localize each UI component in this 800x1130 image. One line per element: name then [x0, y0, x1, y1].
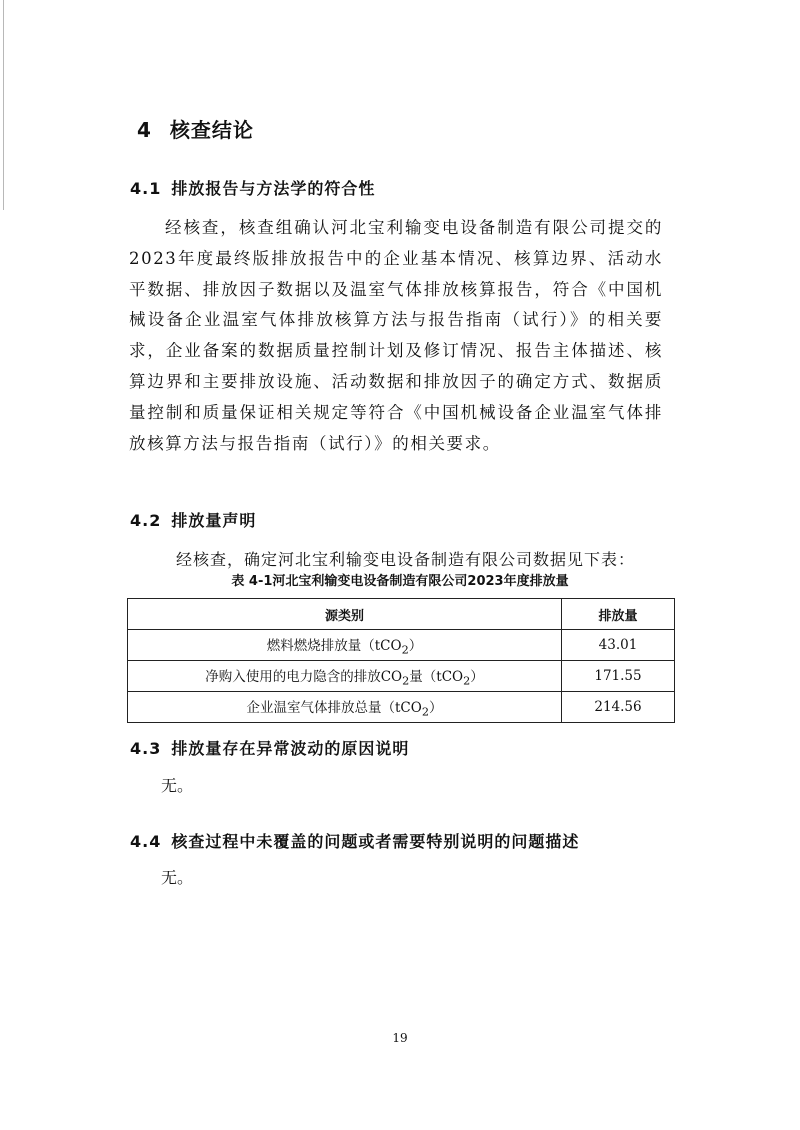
row-value: 214.56	[562, 692, 675, 723]
table-row	[128, 661, 675, 692]
emission-table	[127, 598, 675, 723]
scan-edge-line	[3, 0, 4, 210]
section-number: 4	[137, 118, 152, 142]
row-value: 43.01	[562, 630, 675, 661]
row-label: 企业温室气体排放总量（tCO$_2$）	[128, 692, 562, 723]
page-number: 19	[392, 1031, 408, 1045]
table-caption: 表 4-1河北宝利输变电设备制造有限公司2023年度排放量	[231, 574, 569, 589]
subsection-heading-4-4	[130, 829, 579, 852]
section-4-3-body: 无。	[161, 776, 194, 795]
table-row	[128, 692, 675, 723]
subsection-title: 排放量存在异常波动的原因说明	[171, 739, 410, 758]
subsection-heading-4-2	[130, 508, 256, 531]
subsection-heading-4-3	[130, 736, 409, 759]
subsection-number: 4.1	[130, 179, 162, 198]
subsection-title: 排放报告与方法学的符合性	[171, 179, 376, 198]
row-label: 燃料燃烧排放量（tCO$_2$）	[128, 630, 562, 661]
subsection-number: 4.4	[130, 832, 162, 851]
subsection-number: 4.3	[130, 739, 162, 758]
section-heading	[137, 114, 254, 143]
row-label: 净购入使用的电力隐含的排放$CO_2$量（tCO$_2$）	[128, 661, 562, 692]
conformity-paragraph: 经核查，核查组确认河北宝利输变电设备制造有限公司提交的2023年度最终版排放报告中的企业基本情况、核算边界、活动水平数据、排放因子数据以及温室气体排放核算报告，符合《中国机械设备企业温室气体排放核算方法与报告指南（试行）》的相关要求，企业备案的数据质量控制计划及修订情况、报告主体描述、核算边界和主要排放设施、活动数据和排放因子的确定方式、数据质量控制和质量保证相关规定等符合《中国机械设备企业温室气体排放核算方法与报告指南（试行）》的相关要求。	[129, 218, 663, 453]
table-header-row	[128, 599, 675, 630]
section-4-4-body: 无。	[161, 868, 194, 887]
row-value: 171.55	[562, 661, 675, 692]
section-title: 核查结论	[169, 118, 254, 142]
subsection-title: 排放量声明	[171, 511, 257, 530]
emission-intro-text: 经核查，确定河北宝利输变电设备制造有限公司数据见下表：	[176, 550, 636, 569]
table-row	[128, 630, 675, 661]
subsection-heading-4-1	[130, 176, 375, 199]
subsection-number: 4.2	[130, 511, 162, 530]
header-emission: 排放量	[562, 599, 675, 630]
subsection-title: 核查过程中未覆盖的问题或者需要特别说明的问题描述	[171, 832, 580, 851]
header-source-category: 源类别	[128, 599, 562, 630]
